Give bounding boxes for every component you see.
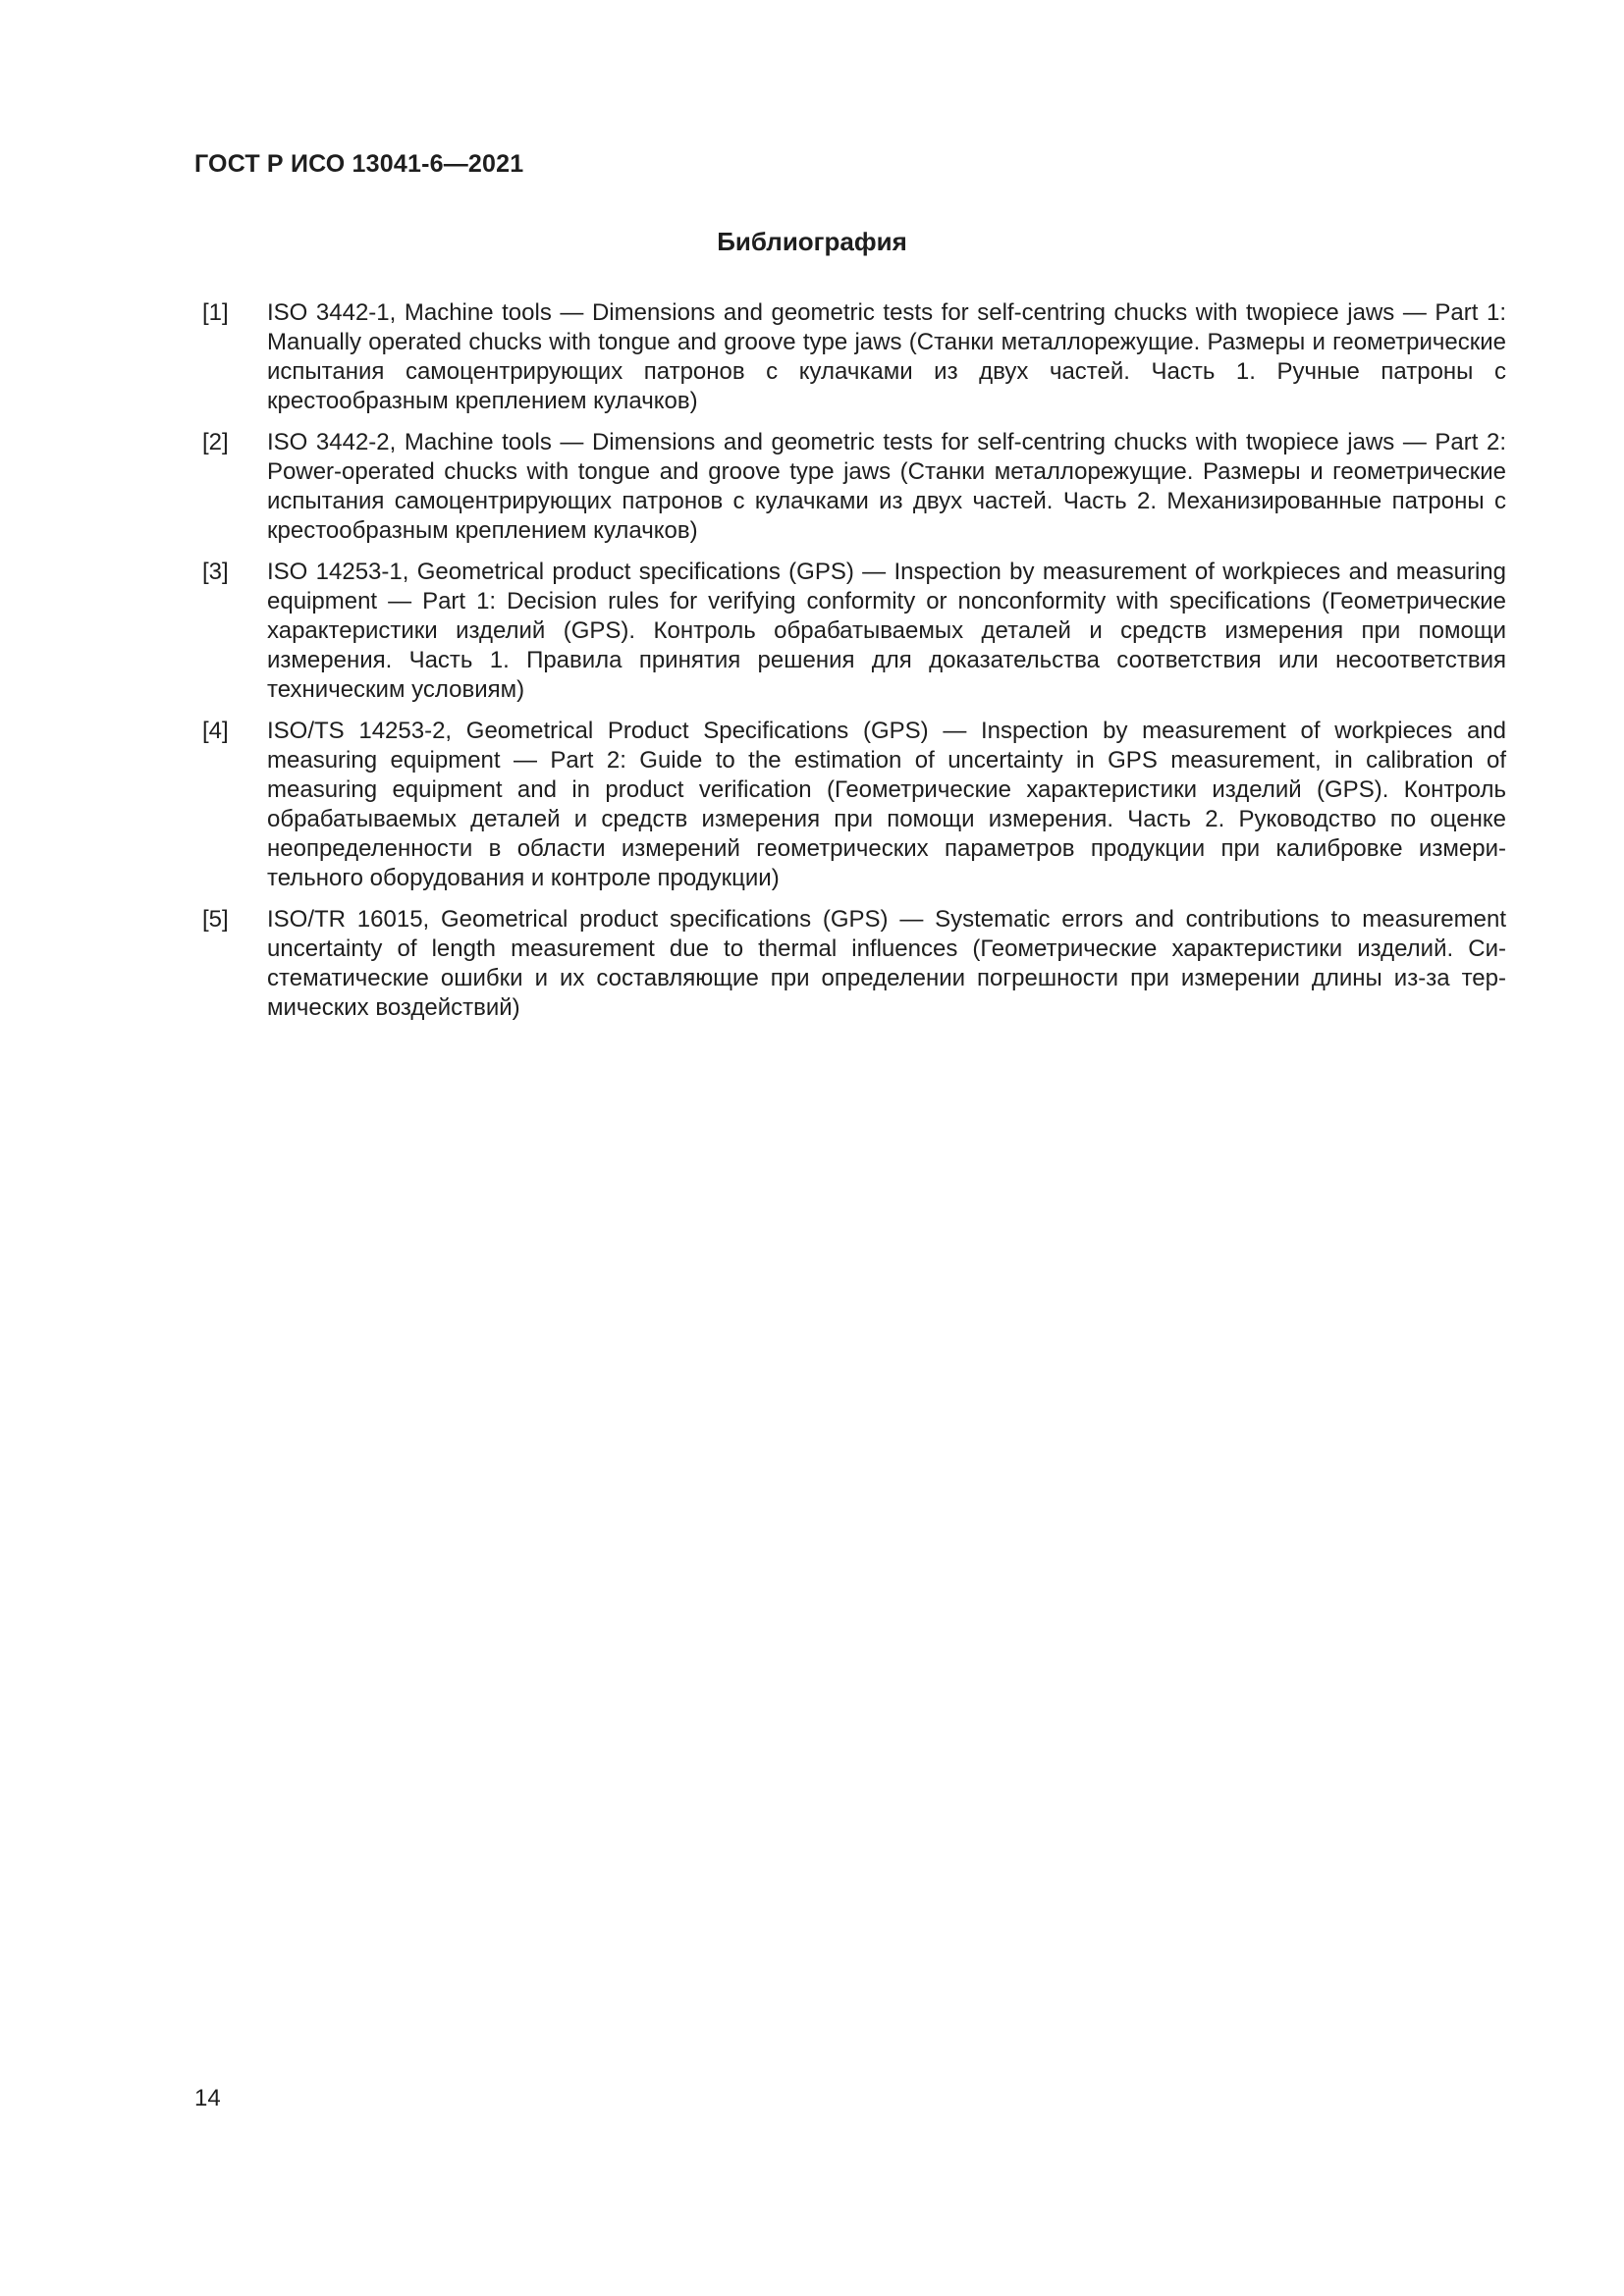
section-title: Библиография (717, 227, 907, 256)
bibliography-entry (202, 298, 1506, 416)
bibliography-entry (202, 558, 1506, 705)
bibliography-entry (202, 905, 1506, 1023)
bibliography-entry-number: [3] (202, 559, 229, 585)
bibliography-entry-text: ISO 3442-1, Machine tools — Dimensions and geometric tests for self-centring chucks with twopiece jaws — Part 1: Manually operated chucks with tongue and groove type jaws (Станки металлорежущие. Размеры и геометрические испытания самоцентрирующих патронов с кулачками из двух частей. Часть 1. Ручные патроны с крестообразным креплением кулачков) (267, 299, 1506, 414)
bibliography-entry-number: [1] (202, 299, 229, 326)
bibliography-entry-text: ISO 3442-2, Machine tools — Dimensions and geometric tests for self-centring chucks with twopiece jaws — Part 2: Power-operated chucks with tongue and groove type jaws (Станки металлорежущие. Размеры и геометрические испытания самоцентрирующих патронов с кулачками из двух частей. Часть 2. Механизированные патроны с крестообразным креплением кулачков) (267, 429, 1506, 544)
bibliography-entry-number: [4] (202, 718, 229, 744)
bibliography-entry-number: [2] (202, 429, 229, 455)
bibliography-entry-text: ISO/TR 16015, Geometrical product specifications (GPS) — Systematic errors and contributions to measurement uncertainty of length measurement due to thermal influences (Геометрические характеристики изделий. Систематические ошибки и их составляющие при определении погрешности при измерении длины из-за термических воздействий) (267, 906, 1506, 1021)
bibliography-entry (202, 717, 1506, 893)
bibliography-entry-text: ISO 14253-1, Geometrical product specifications (GPS) — Inspection by measurement of workpieces and measuring equipment — Part 1: Decision rules for verifying conformity or nonconformity with specifications (Геометрические характеристики изделий (GPS). Контроль обрабатываемых деталей и средств измерения при помощи измерения. Часть 1. Правила принятия решения для доказательства соответствия или несоответствия техническим условиям) (267, 559, 1506, 703)
bibliography-entry-number: [5] (202, 906, 229, 933)
bibliography-entry (202, 428, 1506, 546)
page-number: 14 (194, 2085, 221, 2111)
bibliography-entry-text: ISO/TS 14253-2, Geometrical Product Specifications (GPS) — Inspection by measurement of workpieces and measuring equipment — Part 2: Guide to the estimation of uncertainty in GPS measurement, in calibration of measuring equipment and in product verification (Геометрические характеристики изделий (GPS). Контроль обрабатываемых деталей и средств измерения при помощи измерения. Часть 2. Руководство по оценке неопределенности в области измерений геометрических параметров продукции при калибровке измерительного оборудования и контроле продукции) (267, 718, 1506, 891)
document-header: ГОСТ Р ИСО 13041-6—2021 (194, 150, 524, 178)
bibliography-list (202, 298, 1506, 1035)
